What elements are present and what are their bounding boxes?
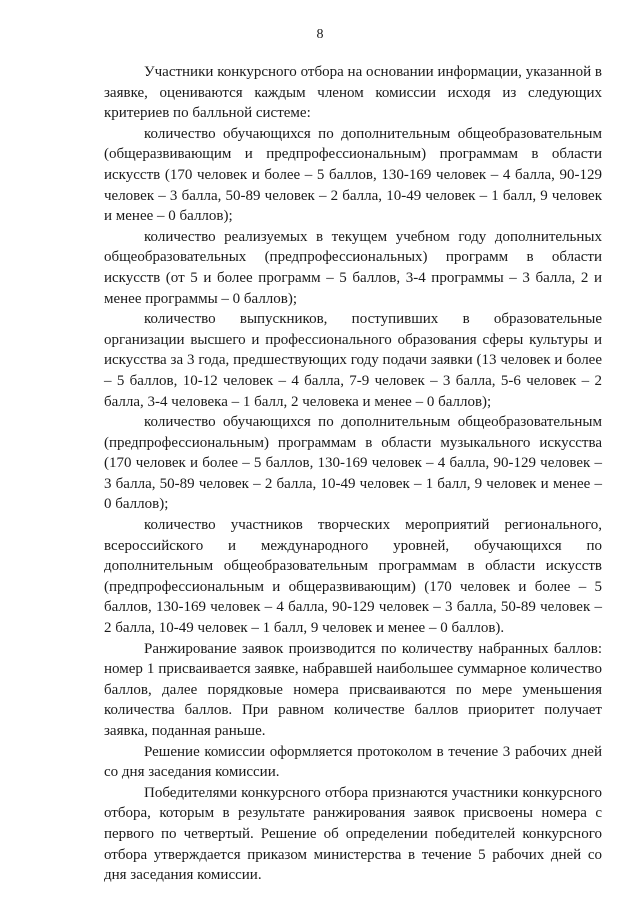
paragraph-criterion-event-participants: количество участников творческих мероприятий регионального, всероссийского и международного уровней, обучающихся по дополнительным общеобразовательным программам в области искусств (предпрофессиональным и общеразвивающим) (170 человек и более – 5 баллов, 130-169 человек – 4 балла, 90-129 человек – 3 балла, 50-89 человек – 2 балла, 10-49 человек – 1 балл, 9 человек и менее – 0 баллов). — [104, 517, 602, 637]
paragraph-intro: Участники конкурсного отбора на основании информации, указанной в заявке, оцениваются каждым членом комиссии исходя из следующих критериев по балльной системе: — [104, 64, 602, 122]
page-number: 8 — [316, 27, 324, 42]
document-body — [104, 62, 602, 886]
paragraph-commission-decision: Решение комиссии оформляется протоколом в течение 3 рабочих дней со дня заседания комиссии. — [104, 743, 602, 781]
paragraph-criterion-graduates: количество выпускников, поступивших в образовательные организации высшего и профессионального образования сферы культуры и искусства за 3 года, предшествующих году подачи заявки (13 человек и более – 5 баллов, 10-12 человек – 4 балла, 7-9 человек – 3 балла, 5-6 человек – 2 балла, 3-4 человека – 1 балл, 2 человека и менее – 0 баллов); — [104, 311, 602, 410]
paragraph-criterion-students-count: количество обучающихся по дополнительным общеобразовательным (общеразвивающим и предпрофессиональным) программам в области искусств (170 человек и более – 5 баллов, 130-169 человек – 4 балла, 90-129 человек – 3 балла, 50-89 человек – 2 балла, 10-49 человек – 1 балл, 9 человек и менее – 0 баллов); — [104, 125, 602, 225]
paragraph-criterion-programs-count: количество реализуемых в текущем учебном году дополнительных общеобразовательных (предпрофессиональных) программ в области искусств (от 5 и более программ – 5 баллов, 3-4 программы – 3 балла, 2 и менее программы – 0 баллов); — [104, 228, 602, 307]
paragraph-criterion-music-students: количество обучающихся по дополнительным общеобразовательным (предпрофессиональным) программам в области музыкального искусства (170 человек и более – 5 баллов, 130-169 человек – 4 балла, 90-129 человек – 3 балла, 50-89 человек – 2 балла, 10-49 человек – 1 балл, 9 человек и менее – 0 баллов); — [104, 414, 602, 513]
paragraph-ranking: Ранжирование заявок производится по количеству набранных баллов: номер 1 присваивается заявке, набравшей наибольшее суммарное количество баллов, далее порядковые номера присваиваются по мере уменьшения количества баллов. При равном количестве баллов приоритет получает заявка, поданная раньше. — [104, 640, 602, 739]
paragraph-winners: Победителями конкурсного отбора признаются участники конкурсного отбора, которым в результате ранжирования заявок присвоены номера с первого по четвертый. Решение об определении победителей конкурсного отбора утверждается приказом министерства в течение 5 рабочих дней со дня заседания комиссии. — [104, 784, 602, 884]
